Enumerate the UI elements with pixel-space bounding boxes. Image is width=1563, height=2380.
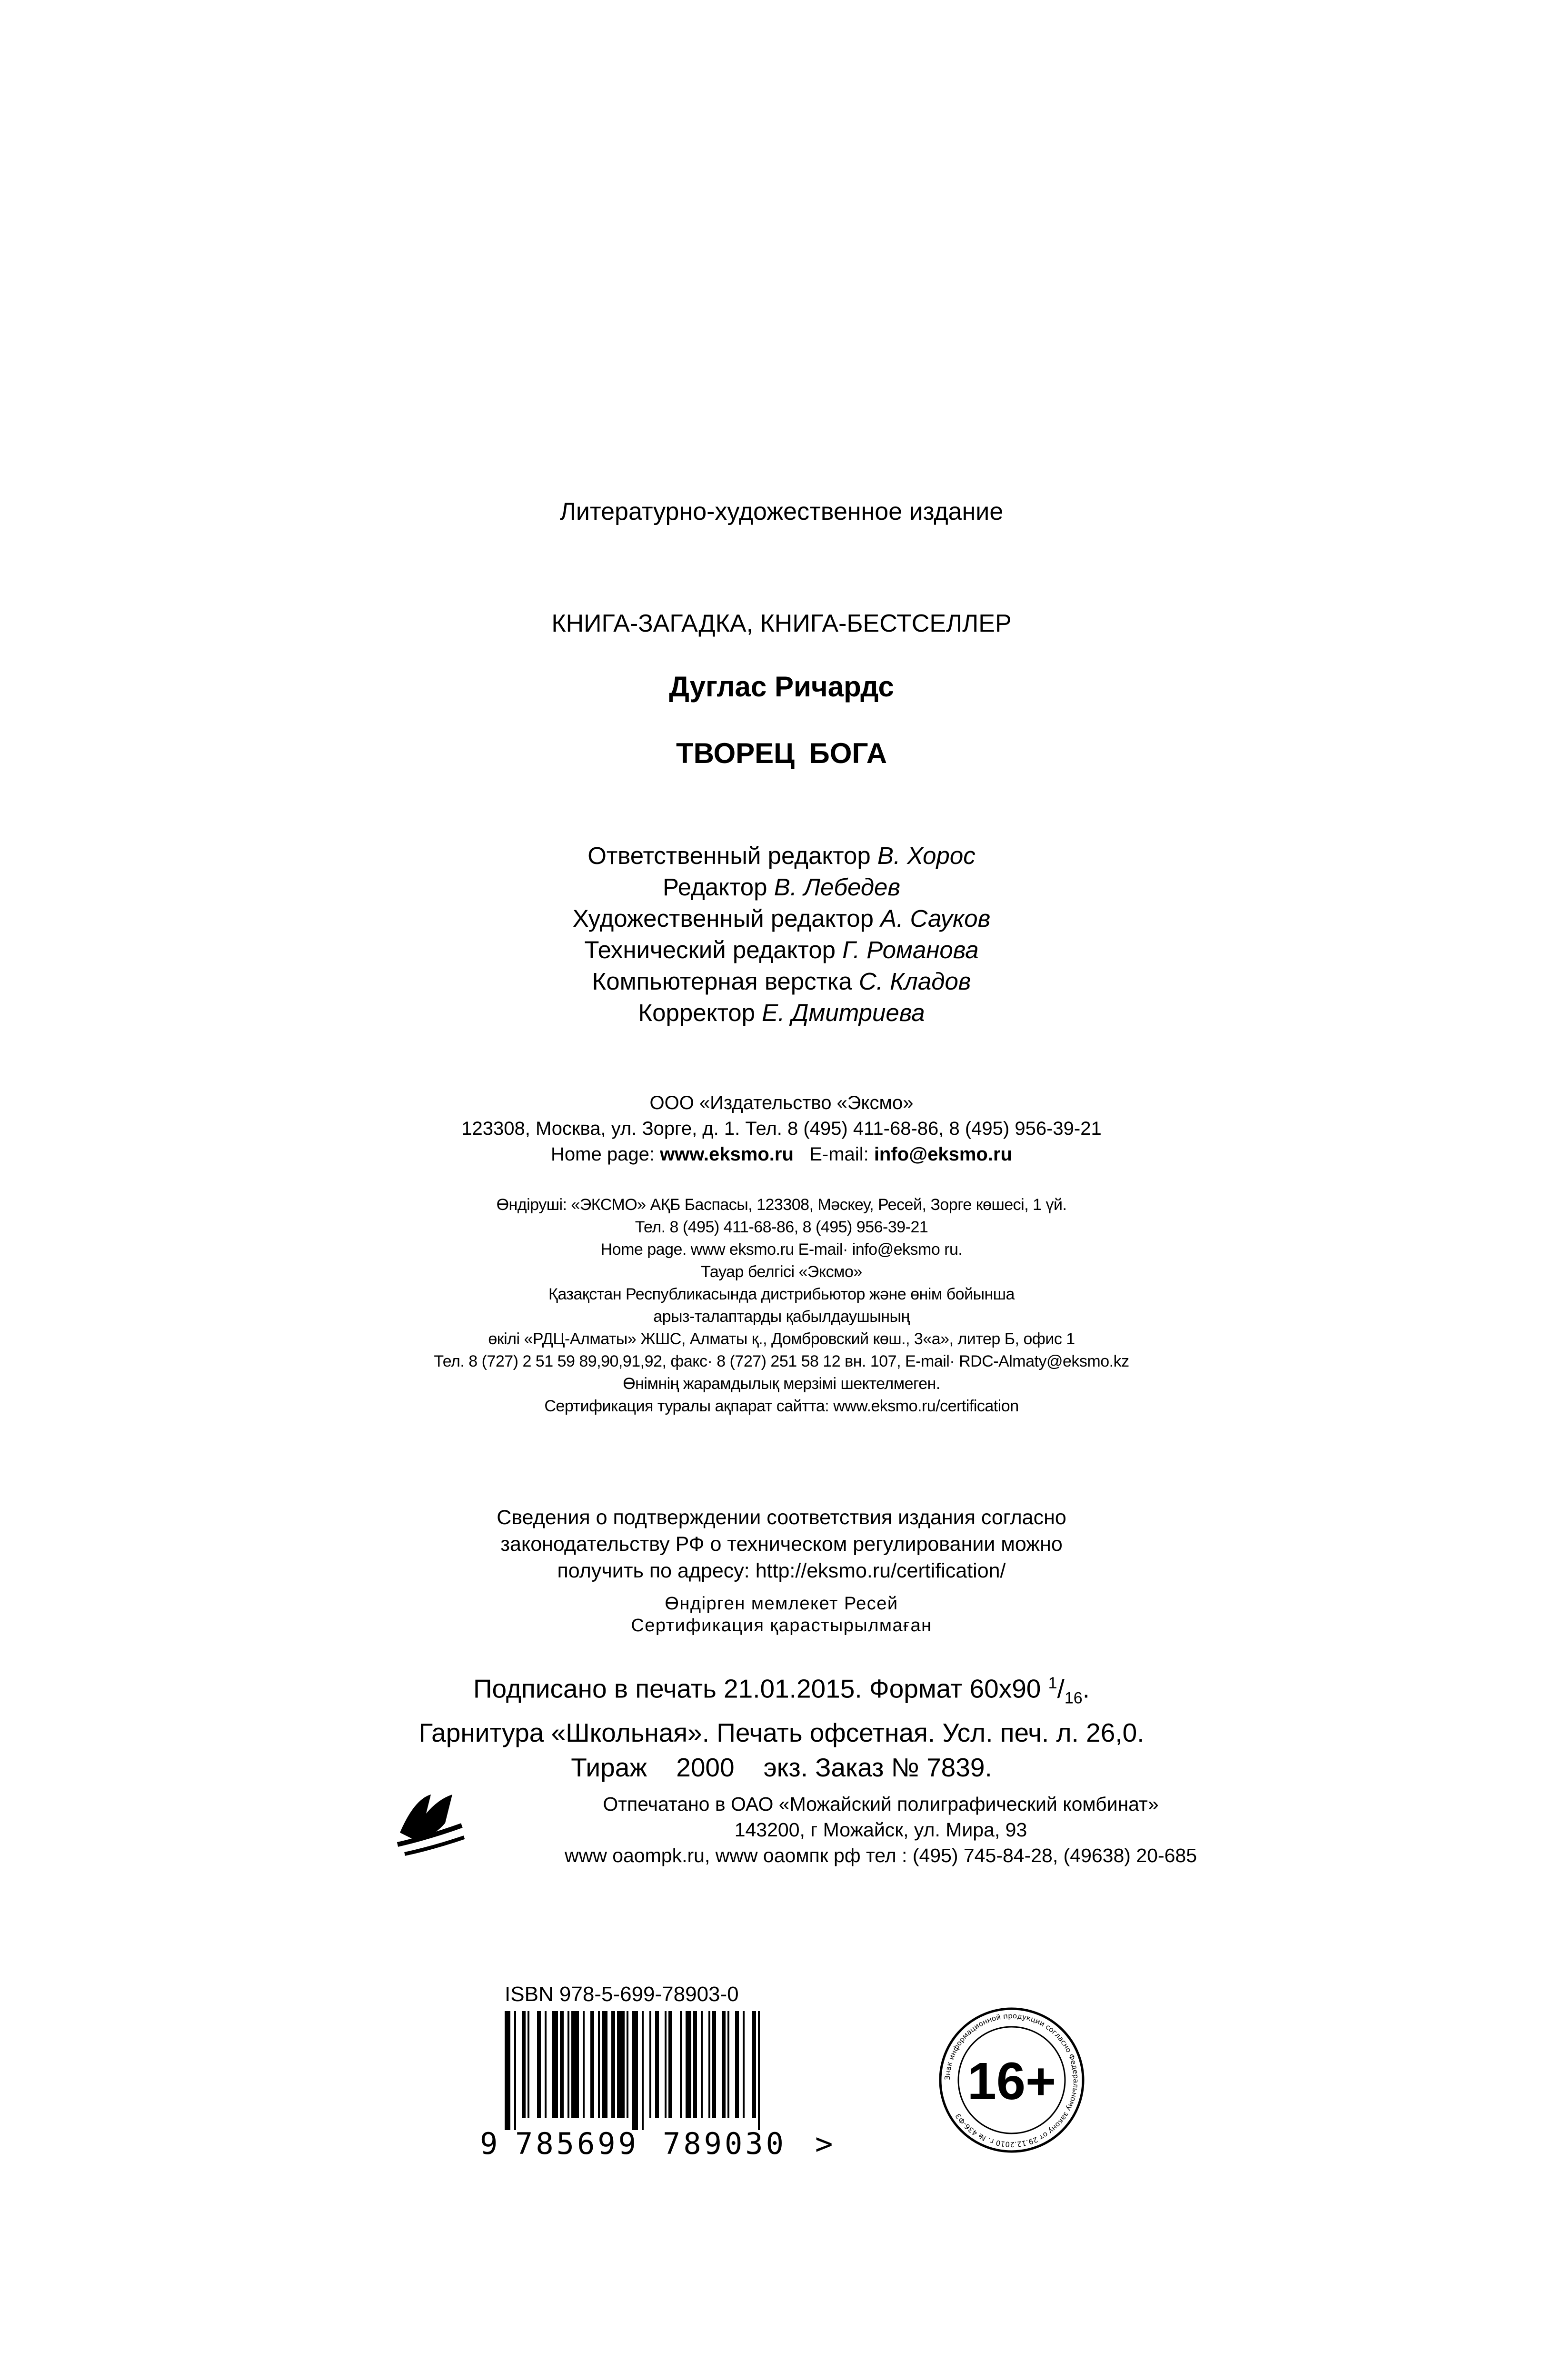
- barcode-bar: [722, 2011, 726, 2118]
- kz-line: Қазақстан Республикасында дистрибьютор және өнім бойынша: [548, 1285, 1015, 1303]
- credit-line: Компьютерная верстка С. Кладов: [592, 968, 971, 995]
- credits-block: [0, 840, 1563, 1029]
- compliance-kz-line: Өндірген мемлекет Ресей: [665, 1594, 898, 1614]
- printer-address: 143200, г Можайск, ул. Мира, 93: [734, 1819, 1027, 1841]
- barcode-bar: [560, 2011, 564, 2118]
- barcode-bar: [655, 2011, 659, 2118]
- publisher-website-link[interactable]: www.eksmo.ru: [660, 1144, 794, 1165]
- series-name: КНИГА-ЗАГАДКА, КНИГА-БЕСТСЕЛЛЕР: [551, 610, 1012, 637]
- barcode-bar: [642, 2011, 644, 2130]
- barcode-bar: [583, 2011, 585, 2118]
- barcode-bar: [522, 2011, 526, 2118]
- barcode-bar: [545, 2011, 547, 2118]
- credit-line: Художественный редактор А. Сауков: [572, 905, 991, 932]
- kz-line: Өндіруші: «ЭКСМО» АҚБ Баспасы, 123308, Мәскеу, Ресей, Зорге көшесі, 1 үй.: [496, 1196, 1067, 1214]
- barcode-bar: [701, 2011, 703, 2118]
- barcode-bar: [758, 2011, 760, 2130]
- publisher-email-link[interactable]: info@eksmo.ru: [874, 1144, 1012, 1165]
- barcode-bar: [505, 2011, 510, 2130]
- publisher-block: [0, 1090, 1563, 1167]
- barcode-bars: [505, 2011, 760, 2130]
- barcode-bar: [712, 2011, 716, 2118]
- publisher-contacts: Home page: www.eksmo.ru E-mail: info@eksmo.ru: [551, 1144, 1012, 1165]
- kazakh-info-block: [0, 1194, 1563, 1418]
- barcode-bar: [735, 2011, 739, 2118]
- compliance-block: [0, 1504, 1563, 1584]
- print-typeface-line: Гарнитура «Школьная». Печать офсетная. Усл. печ. л. 26,0.: [418, 1718, 1145, 1748]
- barcode-bar: [552, 2011, 558, 2118]
- barcode-bar: [598, 2011, 600, 2118]
- print-run-line: Тираж 2000 экз. Заказ № 7839.: [571, 1753, 992, 1783]
- barcode-bar: [743, 2011, 745, 2118]
- compliance-kz-line: Сертификация қарастырылмаған: [631, 1616, 932, 1636]
- isbn-barcode: [476, 2011, 838, 2159]
- credit-line: Редактор В. Лебедев: [662, 873, 901, 901]
- age-rating-text: 16+: [967, 2052, 1056, 2111]
- publisher-name: ООО «Издательство «Эксмо»: [649, 1092, 914, 1113]
- barcode-bar: [649, 2011, 651, 2118]
- printer-logo-icon: [386, 1780, 471, 1866]
- barcode-bar: [686, 2011, 691, 2118]
- kz-line: Тел. 8 (727) 2 51 59 89,90,91,92, факс· 8 (727) 251 58 12 вн. 107, E-mail· RDC-Almaty@eksmo.kz: [434, 1352, 1129, 1370]
- book-title: ТВОРЕЦ БОГА: [676, 737, 887, 769]
- printer-name: Отпечатано в ОАО «Можайский полиграфический комбинат»: [603, 1793, 1159, 1815]
- kz-line: Сертификация туралы ақпарат сайтта: www.eksmo.ru/certification: [544, 1397, 1019, 1415]
- credit-line: Технический редактор Г. Романова: [584, 936, 979, 963]
- barcode-digits-right: 789030: [663, 2126, 786, 2159]
- barcode-digits-left: 785699: [515, 2126, 639, 2159]
- isbn-label: ISBN 978-5-699-78903-0: [505, 1983, 739, 2006]
- barcode-bar: [571, 2011, 579, 2118]
- barcode-digit-first: 9: [480, 2126, 498, 2159]
- kz-line: Тауар белгісі «Эксмо»: [701, 1263, 862, 1281]
- printer-contacts: www oaompk.ru, www оаомпк рф тел : (495) 745-84-28, (49638) 20-685: [564, 1844, 1197, 1866]
- edition-type: Литературно-художественное издание: [559, 498, 1004, 526]
- compliance-kz-block: [0, 1593, 1563, 1636]
- compliance-line: законодательству РФ о техническом регулировании можно: [500, 1533, 1063, 1556]
- credit-line: Ответственный редактор В. Хорос: [587, 842, 976, 869]
- kz-line: Тел. 8 (495) 411-68-86, 8 (495) 956-39-21: [635, 1218, 928, 1236]
- book-author: Дуглас Ричардс: [669, 671, 894, 703]
- age-badge-ring-text: Знак информационной продукции согласно Федеральному закону от 29.12.2010 г. № 436-ФЗ: [943, 2011, 1081, 2149]
- barcode-bar: [693, 2011, 697, 2118]
- barcode-bar: [668, 2011, 672, 2118]
- barcode-bar: [627, 2011, 628, 2118]
- barcode-bar: [665, 2011, 667, 2118]
- barcode-bar: [752, 2011, 756, 2118]
- kz-line: Өнімнің жарамдылық мерзімі шектелмеген.: [623, 1375, 940, 1393]
- publisher-address: 123308, Москва, ул. Зорге, д. 1. Тел. 8 (495) 411-68-86, 8 (495) 956-39-21: [461, 1118, 1102, 1139]
- barcode-bar: [528, 2011, 529, 2118]
- compliance-line: Сведения о подтверждении соответствия издания согласно: [497, 1506, 1066, 1529]
- barcode-bar: [727, 2011, 729, 2118]
- kz-line: өкілі «РДЦ-Алматы» ЖШС, Алматы қ., Домбровский көш., 3«а», литер Б, офис 1: [488, 1330, 1075, 1348]
- barcode-bar: [632, 2011, 638, 2130]
- kz-line: арыз-талаптарды қабылдаушының: [653, 1308, 910, 1326]
- barcode-digit-tail: >: [815, 2126, 833, 2159]
- kz-line: Home page. www eksmo.ru E-mail· info@eksmo ru.: [600, 1240, 963, 1259]
- age-rating-badge: [921, 2004, 1102, 2156]
- barcode-bar: [537, 2011, 541, 2118]
- barcode-bar: [680, 2011, 682, 2118]
- barcode-bar: [708, 2011, 710, 2118]
- barcode-bar: [514, 2011, 516, 2130]
- barcode-bar: [602, 2011, 607, 2118]
- compliance-line: получить по адресу: http://eksmo.ru/certification/: [557, 1559, 1006, 1582]
- barcode-bar: [611, 2011, 615, 2118]
- barcode-bar: [567, 2011, 569, 2118]
- print-info-block: [0, 1666, 1563, 1785]
- printer-block: [476, 1791, 1285, 1868]
- barcode-bar: [590, 2011, 594, 2118]
- barcode-bar: [617, 2011, 625, 2118]
- credit-line: Корректор Е. Дмитриева: [638, 999, 925, 1026]
- print-format-line: Подписано в печать 21.01.2015. Формат 60x90 $^1/_{16}$.: [473, 1674, 1090, 1707]
